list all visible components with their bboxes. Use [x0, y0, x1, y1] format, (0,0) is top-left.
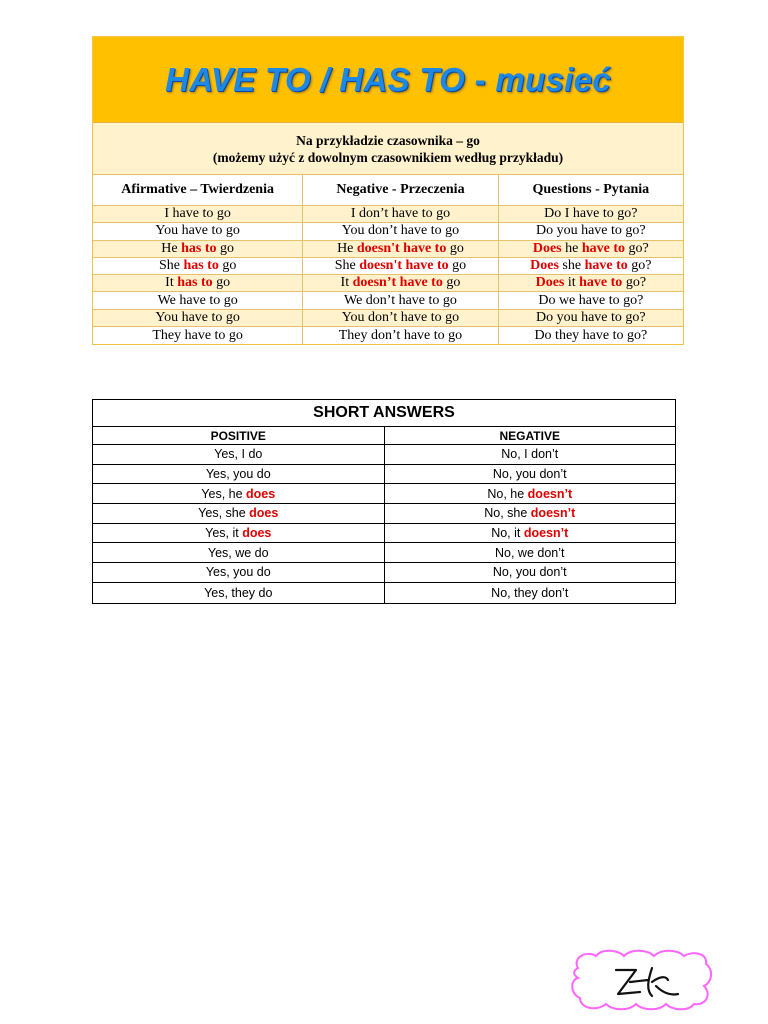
short-answers-table	[92, 399, 676, 604]
cell-text: go	[442, 275, 461, 291]
cell-text: They don’t have to go	[338, 327, 463, 343]
negative-answer	[385, 445, 676, 464]
signature-initials-mark	[616, 968, 678, 996]
header-affirmative: Afirmative – Twierdzenia	[93, 175, 303, 205]
cell-text: She	[158, 258, 184, 274]
highlighted-text: have to	[584, 258, 628, 274]
question-cell	[499, 275, 683, 291]
highlighted-text: has to	[181, 240, 217, 256]
cell-text: No, they don’t	[491, 585, 569, 600]
cell-text: go	[448, 258, 467, 274]
highlighted-text: doesn't have to	[356, 240, 447, 256]
cell-text: Do you have to go?	[535, 309, 646, 325]
cell-text: he	[561, 240, 582, 256]
affirmative-cell	[93, 241, 303, 257]
table-row	[93, 327, 683, 344]
negative-header: NEGATIVE	[499, 428, 560, 443]
cell-text: You have to go	[155, 309, 240, 325]
cell-text: She	[334, 258, 360, 274]
highlighted-text: doesn’t have to	[352, 275, 443, 291]
short-answer-row	[93, 563, 675, 583]
column-header-row	[93, 175, 683, 206]
positive-answer	[93, 504, 385, 523]
cell-text: Do I have to go?	[544, 206, 638, 222]
cell-text: Do they have to go?	[534, 327, 648, 343]
cell-text: I have to go	[164, 206, 231, 222]
cell-text: go?	[625, 240, 649, 256]
page-title: HAVE TO / HAS TO - musieć	[165, 60, 611, 98]
negative-answer	[385, 504, 676, 523]
positive-answer	[93, 465, 385, 484]
cell-text: go	[446, 240, 464, 256]
cell-text: Do you have to go?	[535, 223, 646, 239]
negative-cell	[303, 310, 498, 326]
cell-text: Yes, they do	[204, 585, 273, 600]
cell-text: We don’t have to go	[343, 292, 457, 308]
table-row	[93, 241, 683, 258]
cell-text: she	[558, 258, 585, 274]
short-answer-row	[93, 445, 675, 465]
positive-answer	[93, 445, 385, 464]
note-line-2: (możemy użyć z dowolnym czasownikiem według przykładu)	[212, 149, 564, 165]
short-answers-rows	[93, 445, 675, 603]
negative-cell	[303, 327, 498, 344]
question-cell	[499, 310, 683, 326]
negative-cell	[303, 275, 498, 291]
highlighted-text: Does	[530, 258, 559, 274]
table-row	[93, 206, 683, 223]
question-cell	[499, 241, 683, 257]
highlighted-text: Does	[532, 240, 562, 256]
cell-text: go?	[627, 258, 652, 274]
short-answer-row	[93, 504, 675, 524]
cell-text: Yes, we do	[207, 545, 269, 560]
cell-text: It	[165, 275, 178, 291]
cell-text: Yes, it	[205, 526, 243, 541]
short-answer-row	[93, 484, 675, 504]
table-row	[93, 275, 683, 292]
highlighted-text: does	[246, 486, 276, 501]
cell-text: No, it	[491, 526, 524, 541]
highlighted-text: doesn't have to	[359, 258, 449, 274]
cell-text: go	[218, 258, 237, 274]
highlighted-text: doesn’t	[523, 526, 569, 541]
cell-text: You don’t have to go	[341, 223, 460, 239]
cell-text: Yes, you do	[205, 467, 271, 482]
question-cell	[499, 292, 683, 308]
table-row	[93, 258, 683, 275]
cell-text: No, she	[484, 506, 531, 521]
cell-text: He	[337, 240, 357, 256]
short-answer-row	[93, 465, 675, 485]
short-answer-row	[93, 524, 675, 544]
cell-text: I don’t have to go	[350, 206, 451, 222]
negative-answer	[385, 563, 676, 582]
negative-answer	[385, 484, 676, 503]
highlighted-text: have to	[581, 240, 626, 256]
affirmative-cell	[93, 258, 303, 274]
affirmative-cell	[93, 275, 303, 291]
example-note	[93, 123, 683, 175]
highlighted-text: have to	[579, 275, 623, 291]
cell-text: No, he	[487, 486, 528, 501]
cell-text: it	[564, 275, 580, 291]
highlighted-text: does	[249, 506, 279, 521]
highlighted-text: doesn’t	[527, 486, 573, 501]
highlighted-text: does	[242, 526, 272, 541]
positive-answer	[93, 583, 385, 603]
cell-text: You have to go	[155, 223, 240, 239]
affirmative-cell	[93, 223, 303, 239]
table-row	[93, 223, 683, 240]
affirmative-cell	[93, 292, 303, 308]
cell-text: go	[216, 240, 234, 256]
short-answers-title: SHORT ANSWERS	[93, 400, 675, 427]
grammar-rows	[93, 206, 683, 344]
highlighted-text: has to	[177, 275, 213, 291]
cell-text: go	[212, 275, 231, 291]
table-row	[93, 292, 683, 309]
cell-text: No, we don’t	[495, 545, 565, 560]
highlighted-text: has to	[183, 258, 219, 274]
cell-text: No, I don’t	[501, 447, 559, 462]
question-cell	[499, 206, 683, 222]
grammar-table	[92, 36, 684, 345]
negative-cell	[303, 258, 498, 274]
cell-text: Yes, she	[198, 506, 250, 521]
negative-cell	[303, 223, 498, 239]
header-negative: Negative - Przeczenia	[303, 175, 498, 205]
affirmative-cell	[93, 327, 303, 344]
highlighted-text: doesn’t	[530, 506, 576, 521]
short-answers-header-row	[93, 427, 675, 445]
table-row	[93, 310, 683, 327]
short-answer-row	[93, 543, 675, 563]
cell-text: We have to go	[157, 292, 238, 308]
positive-answer	[93, 563, 385, 582]
question-cell	[499, 223, 683, 239]
cell-text: Yes, he	[201, 486, 247, 501]
cell-text: They have to go	[152, 327, 243, 343]
negative-answer	[385, 465, 676, 484]
cell-text: Do we have to go?	[538, 292, 644, 308]
negative-cell	[303, 292, 498, 308]
positive-answer	[93, 484, 385, 503]
highlighted-text: Does	[535, 275, 565, 291]
negative-answer	[385, 543, 676, 562]
positive-answer	[93, 524, 385, 543]
question-cell	[499, 327, 683, 344]
cell-text: He	[161, 240, 182, 256]
title-band	[93, 37, 683, 123]
positive-header: POSITIVE	[93, 427, 385, 444]
question-cell	[499, 258, 683, 274]
negative-cell	[303, 241, 498, 257]
cell-text: You don’t have to go	[341, 309, 460, 325]
cell-text: No, you don’t	[492, 467, 567, 482]
cell-text: Yes, you do	[205, 565, 271, 580]
note-line-1: Na przykładzie czasownika – go	[296, 132, 480, 148]
affirmative-cell	[93, 206, 303, 222]
affirmative-cell	[93, 310, 303, 326]
negative-cell	[303, 206, 498, 222]
cell-text: Yes, I do	[214, 447, 263, 462]
negative-answer	[385, 583, 676, 603]
negative-answer	[385, 524, 676, 543]
header-questions: Questions - Pytania	[532, 182, 650, 197]
signature-stamp	[568, 946, 714, 1014]
cell-text: It	[340, 275, 353, 291]
short-answer-row	[93, 583, 675, 603]
cell-text: No, you don’t	[492, 565, 567, 580]
cell-text: go?	[622, 275, 647, 291]
positive-answer	[93, 543, 385, 562]
